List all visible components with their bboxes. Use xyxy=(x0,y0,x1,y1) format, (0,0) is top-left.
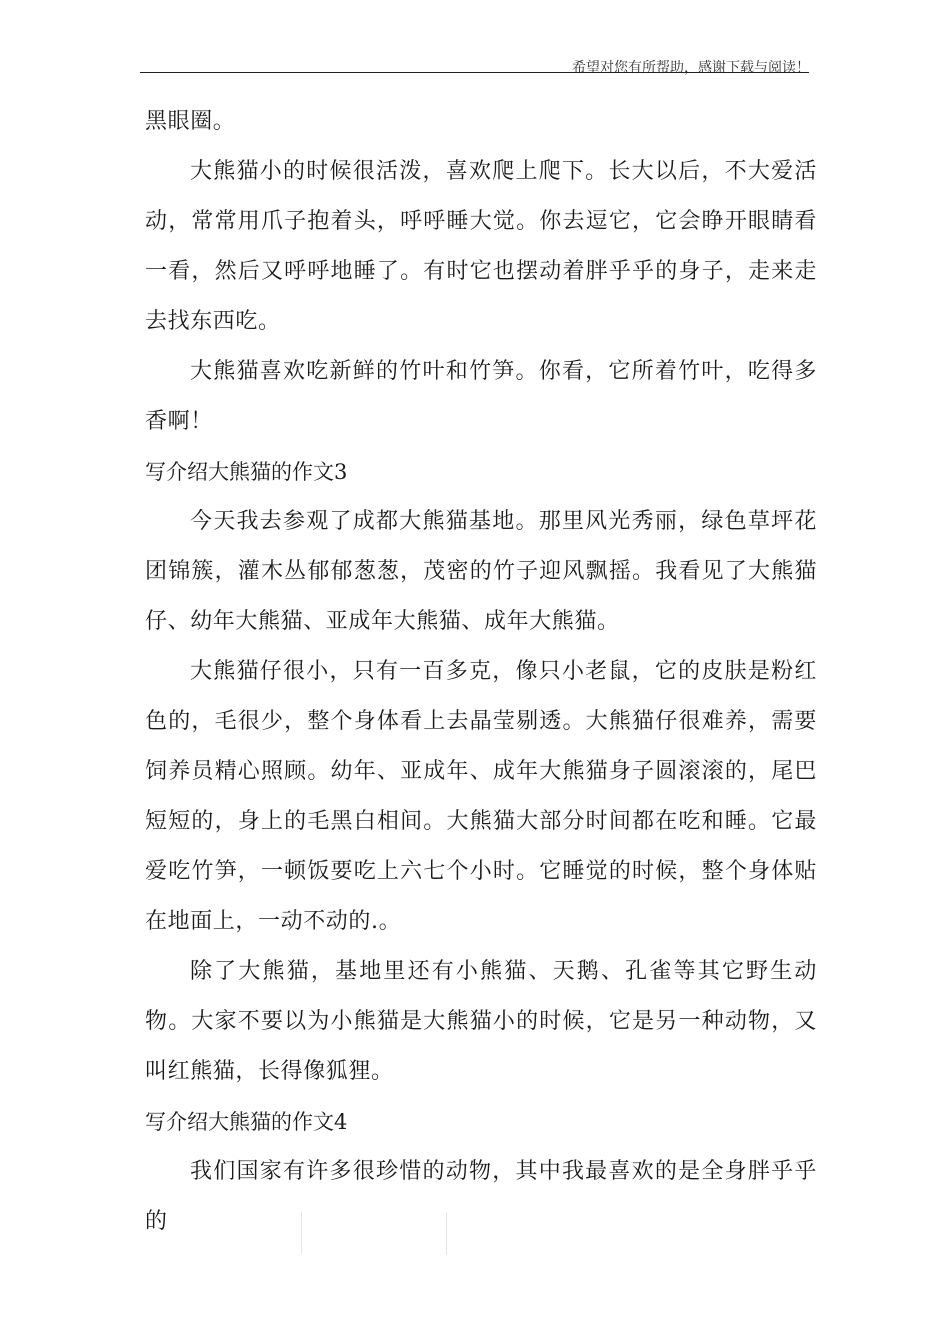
page-header-text: 希望对您有所帮助，感谢下载与阅读！ xyxy=(572,60,810,76)
faint-divider-left xyxy=(301,1212,302,1254)
paragraph: 今天我去参观了成都大熊猫基地。那里风光秀丽，绿色草坪花团锦簇，灌木丛郁郁葱葱，茂密的竹子迎风飘摇。我看见了大熊猫仔、幼年大熊猫、亚成年大熊猫、成年大熊猫。 xyxy=(145,509,817,634)
paragraph: 大熊猫喜欢吃新鲜的竹叶和竹笋。你看，它所着竹叶，吃得多香啊！ xyxy=(145,359,817,434)
paragraph: 除了大熊猫，基地里还有小熊猫、天鹅、孔雀等其它野生动物。大家不要以为小熊猫是大熊猫小的时候，它是另一种动物，又叫红熊猫，长得像狐狸。 xyxy=(145,959,817,1084)
paragraph: 大熊猫仔很小，只有一百多克，像只小老鼠，它的皮肤是粉红色的，毛很少，整个身体看上去晶莹剔透。大熊猫仔很难养，需要饲养员精心照顾。幼年、亚成年、成年大熊猫身子圆滚滚的，尾巴短短的，身上的毛黑白相间。大熊猫大部分时间都在吃和睡。它最爱吃竹笋，一顿饭要吃上六七个小时。它睡觉的时候，整个身体贴在地面上，一动不动的.。 xyxy=(145,659,817,934)
faint-divider-right xyxy=(446,1212,447,1254)
header-divider xyxy=(140,72,809,73)
section-heading: 写介绍大熊猫的作文3 xyxy=(145,460,348,484)
paragraph: 我们国家有许多很珍惜的动物，其中我最喜欢的是全身胖乎乎的 xyxy=(145,1159,817,1234)
section-heading: 写介绍大熊猫的作文4 xyxy=(145,1110,348,1134)
paragraph: 大熊猫小的时候很活泼，喜欢爬上爬下。长大以后，不大爱活动，常常用爪子抱着头，呼呼睡大觉。你去逗它，它会睁开眼睛看一看，然后又呼呼地睡了。有时它也摆动着胖乎乎的身子，走来走去找东西吃。 xyxy=(145,159,817,334)
paragraph: 黑眼圈。 xyxy=(145,109,236,134)
document-body xyxy=(145,97,817,1247)
